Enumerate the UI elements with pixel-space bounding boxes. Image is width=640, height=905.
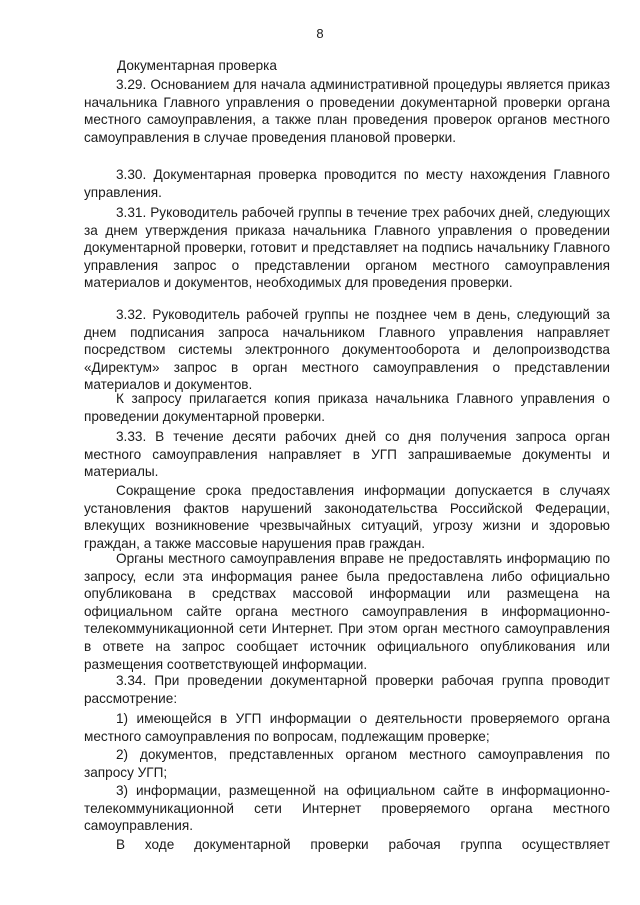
paragraph-3-31: 3.31. Руководитель рабочей группы в течение трех рабочих дней, следующих за днем утверждения приказа начальника Главного управления о проведении документарной проверки, готовит и представляет на подпись начальнику Главного управления запрос о представлении органом местного самоуправления материалов и документов, необходимых для проведения проверки. xyxy=(84,205,610,291)
paragraph-3-34: 3.34. При проведении документарной проверки рабочая группа проводит рассмотрение: xyxy=(84,673,610,706)
paragraph-3-30: 3.30. Документарная проверка проводится по месту нахождения Главного управления. xyxy=(84,167,610,200)
paragraph-attachment: К запросу прилагается копия приказа начальника Главного управления о проведении документарной проверки. xyxy=(84,391,610,424)
list-item-2: 2) документов, представленных органом местного самоуправления по запросу УГП; xyxy=(84,747,610,780)
paragraph-3-29: 3.29. Основанием для начала административной процедуры является приказ начальника Главного управления о проведении документарной проверки органа местного самоуправления, а также план проведения проверок органов местного самоуправления в случае проведения плановой проверки. xyxy=(84,77,610,145)
paragraph-shortening: Сокращение срока предоставления информации допускается в случаях установления фактов нарушений законодательства Российской Федерации, влекущих возникновение чрезвычайных ситуаций, угрозу жизни и здоровью граждан, а также массовые нарушения прав граждан. xyxy=(84,483,610,551)
paragraph-right-to-refuse: Органы местного самоуправления вправе не предоставлять информацию по запросу, если эта информация ранее была предоставлена либо официально опубликована в средствах массовой информации или размещена на официальном сайте органа местного самоуправления в информационно-телекоммуникационной сети Интернет. При этом орган местного самоуправления в ответе на запрос сообщает источник официального опубликования или размещения соответствующей информации. xyxy=(84,551,610,672)
paragraph-3-32: 3.32. Руководитель рабочей группы не позднее чем в день, следующий за днем подписания запроса начальником Главного управления направляет посредством системы электронного документооборота и делопроизводства «Директум» запрос в орган местного самоуправления о представлении материалов и документов. xyxy=(84,307,610,393)
page-number: 8 xyxy=(316,26,324,41)
list-item-1: 1) имеющейся в УГП информации о деятельности проверяемого органа местного самоуправления по вопросам, подлежащим проверке; xyxy=(84,711,610,744)
section-title: Документарная проверка xyxy=(117,58,277,73)
paragraph-3-33: 3.33. В течение десяти рабочих дней со дня получения запроса орган местного самоуправления направляет в УГП запрашиваемые документы и материалы. xyxy=(84,429,610,480)
paragraph-continuation: В ходе документарной проверки рабочая группа осуществляет xyxy=(116,837,610,852)
list-item-3: 3) информации, размещенной на официальном сайте в информационно-телекоммуникационной сети Интернет проверяемого органа местного самоуправления. xyxy=(84,783,610,834)
